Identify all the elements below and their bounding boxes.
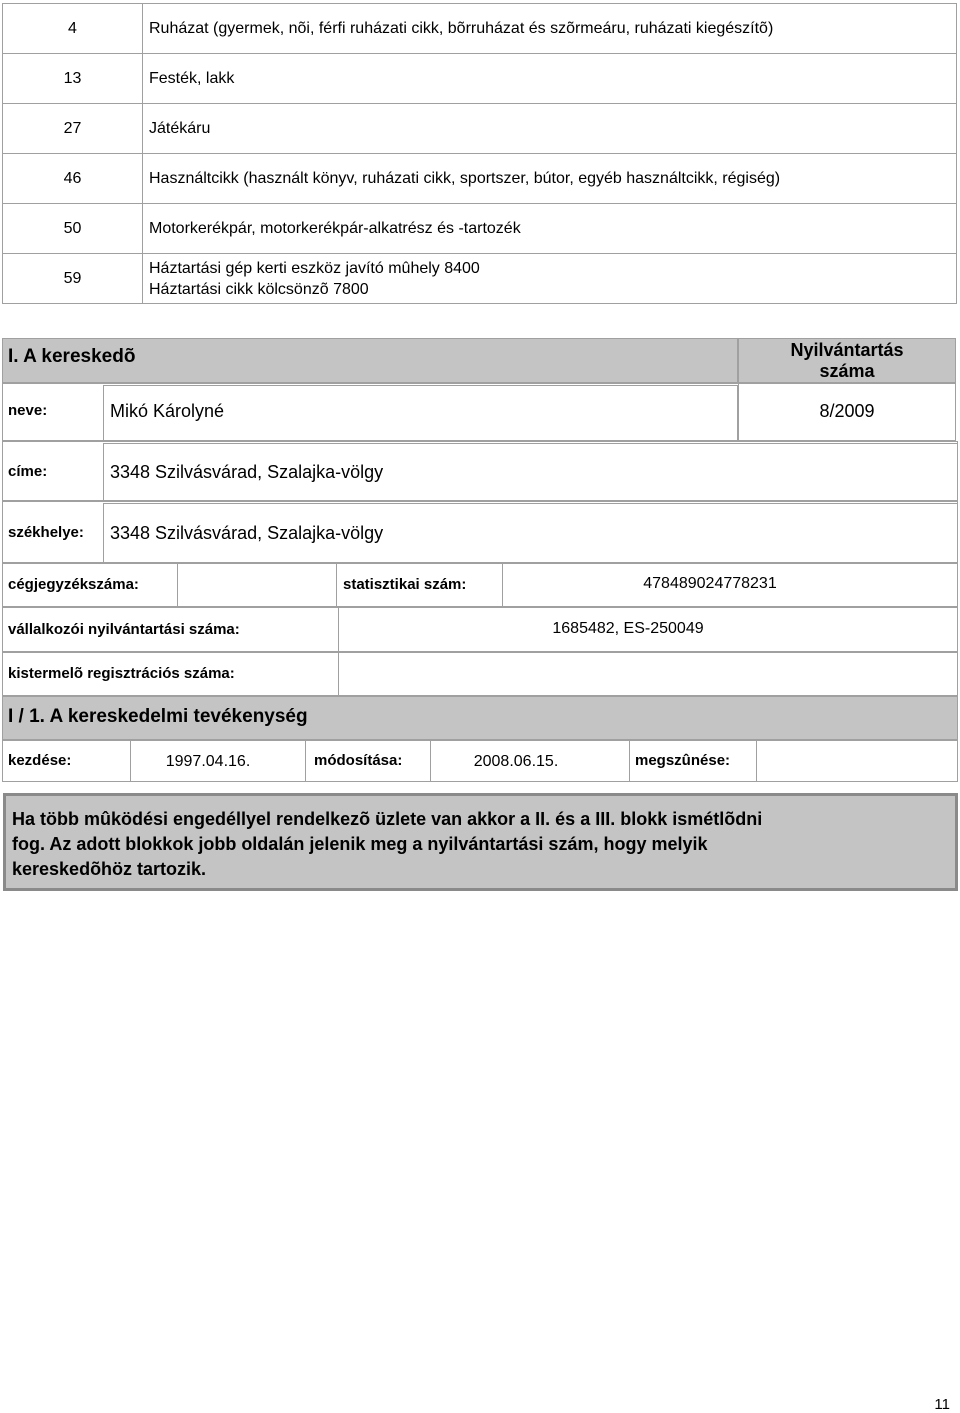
stat-label: statisztikai szám: (343, 576, 467, 593)
product-table (2, 3, 957, 304)
stat-value: 478489024778231 (643, 575, 777, 592)
company-reg-value-box (177, 563, 337, 607)
product-name: Festék, lakk (143, 54, 957, 104)
product-name-line: Háztartási gép kerti eszköz javító mûhely 8400 (149, 259, 480, 277)
product-name: Motorkerékpár, motorkerékpár-alkatrész és -tartozék (143, 204, 957, 254)
note-line: kereskedõhöz tartozik. (12, 859, 207, 879)
ended-label: megszûnése: (635, 752, 731, 769)
product-code: 50 (3, 204, 143, 254)
product-name: Játékáru (143, 104, 957, 154)
reg-header-line: Nyilvántartás (790, 340, 904, 360)
reg-header-line: száma (819, 361, 875, 381)
table-row (3, 54, 957, 104)
product-name: Ruházat (gyermek, nõi, férfi ruházati cikk, bõrruházat és szõrmeáru, ruházati kiegészítõ) (143, 4, 957, 54)
name-value: Mikó Károlyné (110, 401, 225, 421)
product-name (143, 254, 957, 304)
note-line: fog. Az adott blokkok jobb oldalán jelenik meg a nyilvántartási szám, hogy melyik (12, 834, 708, 854)
product-code: 4 (3, 4, 143, 54)
name-label: neve: (8, 402, 48, 419)
table-row (3, 204, 957, 254)
page-number: 11 (934, 1396, 950, 1413)
ended-value-box (756, 740, 958, 782)
product-name: Használtcikk (használt könyv, ruházati cikk, sportszer, bútor, egyéb használtcikk, régiség) (143, 154, 957, 204)
table-row (3, 104, 957, 154)
entrepreneur-value: 1685482, ES-250049 (552, 620, 704, 637)
product-code: 59 (3, 254, 143, 304)
modified-value: 2008.06.15. (473, 753, 559, 770)
product-code: 46 (3, 154, 143, 204)
reg-number-value: 8/2009 (819, 401, 875, 421)
seat-label: székhelye: (8, 524, 84, 541)
farmer-label: kistermelõ regisztrációs száma: (8, 665, 235, 682)
seat-value: 3348 Szilvásvárad, Szalajka-völgy (110, 523, 384, 543)
table-row (3, 154, 957, 204)
product-code: 27 (3, 104, 143, 154)
farmer-value-box (338, 652, 958, 696)
address-label: címe: (8, 463, 48, 480)
note-line: Ha több mûködési engedéllyel rendelkezõ üzlete van akkor a II. és a III. blokk ismétlõdni (12, 809, 763, 829)
product-code: 13 (3, 54, 143, 104)
entrepreneur-label: vállalkozói nyilvántartási száma: (8, 621, 240, 638)
info-note (3, 793, 958, 891)
reg-number-header-text (738, 340, 956, 382)
table-row (3, 254, 957, 304)
company-reg-label: cégjegyzékszáma: (8, 576, 139, 593)
table-row (3, 4, 957, 54)
address-value: 3348 Szilvásvárad, Szalajka-völgy (110, 462, 384, 482)
start-label: kezdése: (8, 752, 72, 769)
merchant-section-title: I. A kereskedõ (8, 346, 136, 367)
modified-label: módosítása: (314, 752, 403, 769)
activity-section-title: I / 1. A kereskedelmi tevékenység (8, 706, 308, 727)
product-name-line: Háztartási cikk kölcsönzõ 7800 (149, 280, 369, 298)
start-value: 1997.04.16. (165, 753, 251, 770)
